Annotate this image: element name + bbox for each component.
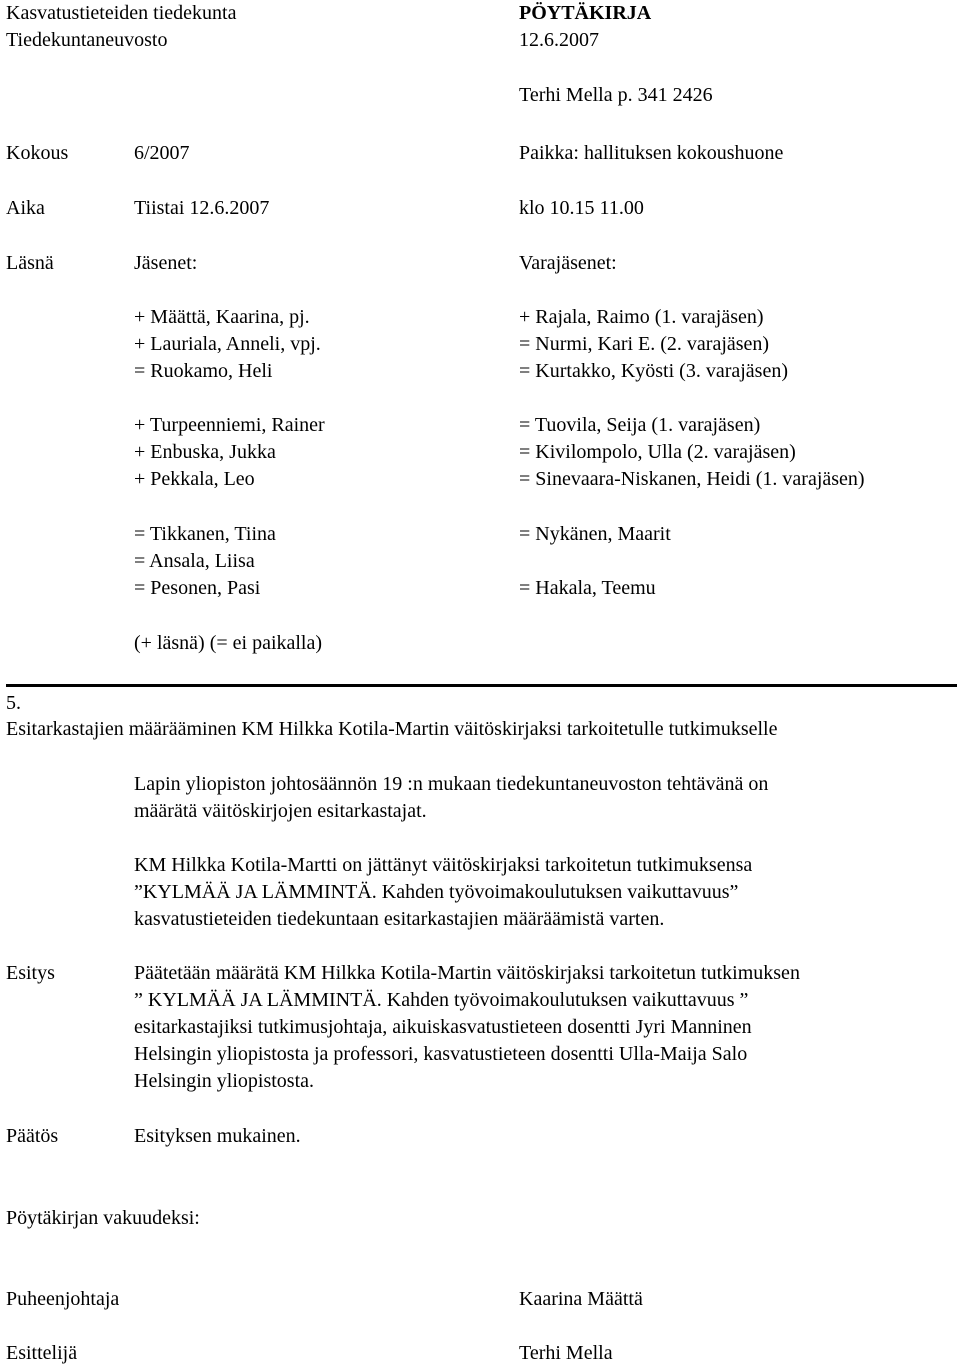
meeting-time: klo 10.15 11.00 xyxy=(519,197,644,219)
proposal-line: ” KYLMÄÄ JA LÄMMINTÄ. Kahden työvoimakoulutuksen vaikuttavuus ” xyxy=(134,989,749,1011)
contact-person: Terhi Mella p. 341 2426 xyxy=(519,84,713,106)
section-number: 5. xyxy=(6,692,21,714)
kokous-label: Kokous xyxy=(6,142,69,164)
member-item: = Ruokamo, Heli xyxy=(134,360,273,382)
deputy-item: = Sinevaara-Niskanen, Heidi (1. varajäsen) xyxy=(519,468,865,490)
chair-label: Puheenjohtaja xyxy=(6,1288,120,1310)
proposal-line: esitarkastajiksi tutkimusjohtaja, aikuiskasvatustieteen dosentti Jyri Manninen xyxy=(134,1016,752,1038)
aika-label: Aika xyxy=(6,197,45,219)
deputy-item: = Tuovila, Seija (1. varajäsen) xyxy=(519,414,761,436)
section-title: Esitarkastajien määrääminen KM Hilkka Kotila-Martin väitöskirjaksi tarkoitetulle tutkimukselle xyxy=(6,718,778,740)
deputy-item: = Nykänen, Maarit xyxy=(519,523,671,545)
deputy-item: = Kurtakko, Kyösti (3. varajäsen) xyxy=(519,360,788,382)
deputy-item: = Nurmi, Kari E. (2. varajäsen) xyxy=(519,333,770,355)
document-type: PÖYTÄKIRJA xyxy=(519,2,652,24)
paragraph-line: kasvatustieteiden tiedekuntaan esitarkastajien määräämistä varten. xyxy=(134,908,665,930)
paragraph-line: Lapin yliopiston johtosäännön 19 :n mukaan tiedekuntaneuvoston tehtävänä on xyxy=(134,773,769,795)
section-divider xyxy=(6,684,957,687)
faculty-name: Kasvatustieteiden tiedekunta xyxy=(6,2,237,24)
chair-name: Kaarina Määttä xyxy=(519,1288,643,1310)
paragraph-line: KM Hilkka Kotila-Martti on jättänyt väitöskirjaksi tarkoitetun tutkimuksensa xyxy=(134,854,753,876)
member-item: = Tikkanen, Tiina xyxy=(134,523,276,545)
meeting-place: Paikka: hallituksen kokoushuone xyxy=(519,142,784,164)
deputy-item: = Kivilompolo, Ulla (2. varajäsen) xyxy=(519,441,796,463)
proposal-line: Päätetään määrätä KM Hilkka Kotila-Martin väitöskirjaksi tarkoitetun tutkimuksen xyxy=(134,962,800,984)
member-item: = Pesonen, Pasi xyxy=(134,577,261,599)
deputy-item: = Hakala, Teemu xyxy=(519,577,656,599)
presenter-label: Esittelijä xyxy=(6,1342,78,1364)
esitys-label: Esitys xyxy=(6,962,55,984)
presenter-name: Terhi Mella xyxy=(519,1342,613,1364)
attendance-legend: (+ läsnä) (= ei paikalla) xyxy=(134,632,323,654)
members-label: Jäsenet: xyxy=(134,252,198,274)
member-item: + Turpeenniemi, Rainer xyxy=(134,414,325,436)
document-date: 12.6.2007 xyxy=(519,29,599,51)
council-name: Tiedekuntaneuvosto xyxy=(6,29,168,51)
member-item: + Määttä, Kaarina, pj. xyxy=(134,306,310,328)
member-item: + Pekkala, Leo xyxy=(134,468,255,490)
lasna-label: Läsnä xyxy=(6,252,54,274)
deputy-item: + Rajala, Raimo (1. varajäsen) xyxy=(519,306,764,328)
proposal-line: Helsingin yliopistosta ja professori, kasvatustieteen dosentti Ulla-Maija Salo xyxy=(134,1043,748,1065)
member-item: + Lauriala, Anneli, vpj. xyxy=(134,333,321,355)
signatures-title: Pöytäkirjan vakuudeksi: xyxy=(6,1207,200,1229)
proposal-line: Helsingin yliopistosta. xyxy=(134,1070,314,1092)
paragraph-line: määrätä väitöskirjojen esitarkastajat. xyxy=(134,800,427,822)
paatos-label: Päätös xyxy=(6,1125,59,1147)
member-item: = Ansala, Liisa xyxy=(134,550,255,572)
paragraph-line: ”KYLMÄÄ JA LÄMMINTÄ. Kahden työvoimakoulutuksen vaikuttavuus” xyxy=(134,881,739,903)
aika-value: Tiistai 12.6.2007 xyxy=(134,197,270,219)
kokous-value: 6/2007 xyxy=(134,142,190,164)
deputies-label: Varajäsenet: xyxy=(519,252,617,274)
decision-text: Esityksen mukainen. xyxy=(134,1125,301,1147)
member-item: + Enbuska, Jukka xyxy=(134,441,276,463)
